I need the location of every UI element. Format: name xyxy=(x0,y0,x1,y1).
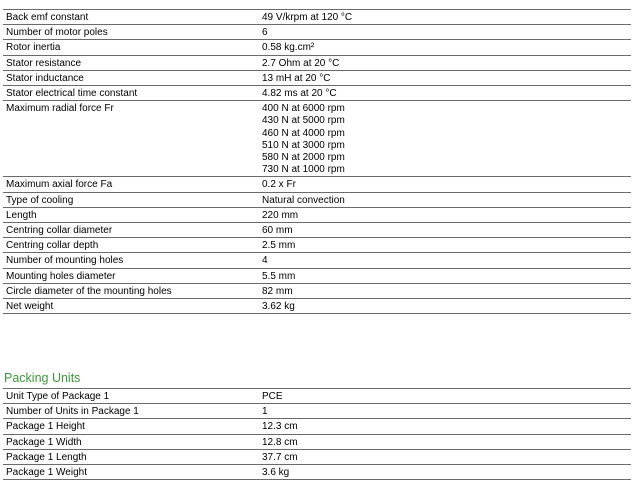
row-value xyxy=(254,10,631,24)
row-value xyxy=(254,269,631,283)
row-label: Rotor inertia xyxy=(6,42,61,54)
row-value-line: 2.5 mm xyxy=(262,240,296,252)
row-value-line: 0.58 kg.cm² xyxy=(262,42,315,54)
row-value xyxy=(254,208,631,222)
row-value-line: 12.3 cm xyxy=(262,421,298,433)
row-value xyxy=(254,419,631,433)
row-value-line: 220 mm xyxy=(262,209,299,221)
row-value xyxy=(254,450,631,464)
table-row xyxy=(3,101,631,177)
table-row xyxy=(3,299,631,314)
table-row xyxy=(3,86,631,101)
row-value xyxy=(254,284,631,298)
row-label: Maximum radial force Fr xyxy=(6,103,114,115)
row-label: Number of Units in Package 1 xyxy=(6,406,139,418)
row-value-line: 82 mm xyxy=(262,285,293,297)
row-value xyxy=(254,56,631,70)
packing-units-heading: Packing Units xyxy=(4,371,81,385)
row-value xyxy=(254,389,631,403)
row-value-line: 4.82 ms at 20 °C xyxy=(262,88,337,100)
row-label: Package 1 Length xyxy=(6,451,87,463)
row-value xyxy=(254,193,631,207)
table-row xyxy=(3,419,631,434)
row-label: Back emf constant xyxy=(6,12,89,23)
row-value xyxy=(254,238,631,252)
row-value-line: 730 N at 1000 rpm xyxy=(262,164,345,176)
row-value-line: 460 N at 4000 rpm xyxy=(262,127,345,139)
row-value xyxy=(254,253,631,267)
row-label: Centring collar depth xyxy=(6,240,99,252)
row-label: Package 1 Width xyxy=(6,436,82,448)
table-row xyxy=(3,40,631,55)
table-row xyxy=(3,25,631,40)
table-row xyxy=(3,208,631,223)
row-value-line: 1 xyxy=(262,406,268,418)
row-label: Type of cooling xyxy=(6,194,74,206)
row-value-line: PCE xyxy=(262,391,283,402)
row-label: Number of mounting holes xyxy=(6,255,124,267)
row-value xyxy=(254,177,631,191)
table-row xyxy=(3,193,631,208)
row-value-line: 4 xyxy=(262,255,268,267)
row-value-line: 3.6 kg xyxy=(262,467,290,479)
row-value xyxy=(254,223,631,237)
packing-units-table xyxy=(3,388,631,480)
row-value xyxy=(254,86,631,100)
row-label: Net weight xyxy=(6,301,54,313)
row-label: Maximum axial force Fa xyxy=(6,179,113,191)
table-row xyxy=(3,465,631,480)
specifications-table xyxy=(3,9,631,314)
row-value-line: 49 V/krpm at 120 °C xyxy=(262,12,353,23)
row-value-line: 13 mH at 20 °C xyxy=(262,72,331,84)
row-value xyxy=(254,71,631,85)
table-row xyxy=(3,450,631,465)
row-value xyxy=(254,25,631,39)
row-value xyxy=(254,465,631,479)
row-value xyxy=(254,40,631,54)
row-value-line: 3.62 kg xyxy=(262,301,295,313)
row-label: Number of motor poles xyxy=(6,27,108,39)
row-value-line: 580 N at 2000 rpm xyxy=(262,152,345,164)
row-label: Package 1 Weight xyxy=(6,467,87,479)
table-row xyxy=(3,56,631,71)
row-value-line: 60 mm xyxy=(262,225,293,237)
table-row xyxy=(3,435,631,450)
table-row xyxy=(3,253,631,268)
row-value-line: 400 N at 6000 rpm xyxy=(262,103,345,115)
row-value xyxy=(254,404,631,418)
row-value-line: 510 N at 3000 rpm xyxy=(262,139,345,151)
row-value-line: 0.2 x Fr xyxy=(262,179,296,191)
row-value-line: 37.7 cm xyxy=(262,451,298,463)
table-row xyxy=(3,177,631,192)
row-value-line: 430 N at 5000 rpm xyxy=(262,115,345,127)
row-value-line: 2.7 Ohm at 20 °C xyxy=(262,57,340,69)
table-row xyxy=(3,269,631,284)
row-value xyxy=(254,435,631,449)
row-label: Unit Type of Package 1 xyxy=(6,391,110,402)
row-value xyxy=(254,299,631,313)
row-label: Mounting holes diameter xyxy=(6,270,116,282)
table-row xyxy=(3,223,631,238)
row-value-line: 6 xyxy=(262,27,268,39)
row-value-line: 5.5 mm xyxy=(262,270,296,282)
row-value xyxy=(254,101,631,176)
row-label: Stator electrical time constant xyxy=(6,88,138,100)
table-row xyxy=(3,10,631,25)
row-label: Circle diameter of the mounting holes xyxy=(6,285,172,297)
table-row xyxy=(3,284,631,299)
row-value-line: 12.8 cm xyxy=(262,436,298,448)
table-row xyxy=(3,238,631,253)
row-label: Centring collar diameter xyxy=(6,225,113,237)
table-row xyxy=(3,404,631,419)
row-value-line: Natural convection xyxy=(262,194,345,206)
row-label: Length xyxy=(6,209,37,221)
row-label: Package 1 Height xyxy=(6,421,85,433)
table-row xyxy=(3,389,631,404)
row-label: Stator inductance xyxy=(6,72,84,84)
row-label: Stator resistance xyxy=(6,57,82,69)
table-row xyxy=(3,71,631,86)
